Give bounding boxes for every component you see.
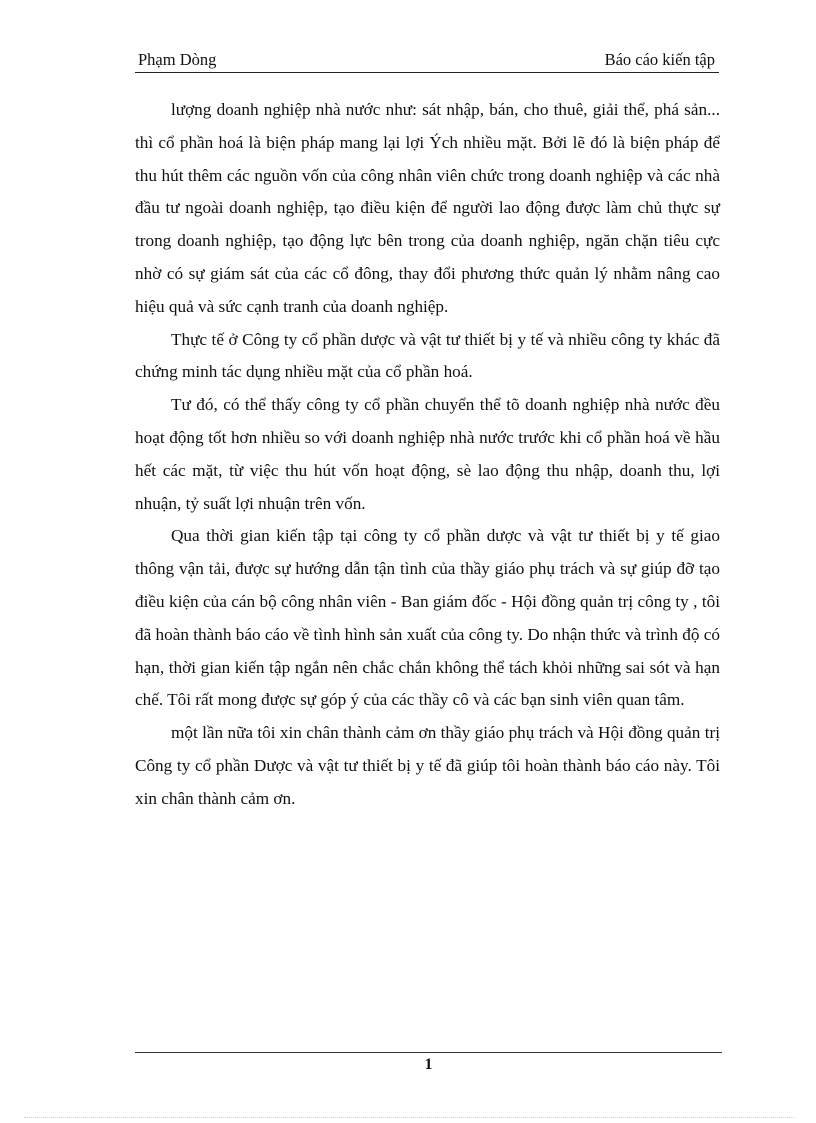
paragraph-2: Thực tế ở Công ty cổ phần dược và vật tư thiết bị y tế và nhiều công ty khác đã chứng minh tác dụng nhiều mặt của cổ phần hoá. xyxy=(135,329,720,382)
paragraph-1: lượng doanh nghiệp nhà nước như: sát nhập, bán, cho thuê, giải thể, phá sản... thì cổ phần hoá là biện pháp mang lại lợi Ých nhiều mặt. Bởi lẽ đó là biện pháp để thu hút thêm các nguồn vốn của công nhân viên chức trong doanh nghiệp và các nhà đầu tư ngoài doanh nghiệp, tạo điều kiện để người lao động được làm chủ thực sự trong doanh nghiệp, tạo động lực bên trong của doanh nghiệp, ngăn chặn tiêu cực nhờ có sự giám sát của các cổ đông, thay đổi phương thức quản lý nhằm nâng cao hiệu quả và sức cạnh tranh của doanh nghiệp. xyxy=(135,100,720,316)
page-edge-dotted-line xyxy=(24,1117,794,1118)
footer-rule xyxy=(135,1052,722,1053)
paragraph-5: một lần nữa tôi xin chân thành cảm ơn thầy giáo phụ trách và Hội đồng quản trị Công ty cổ phần Dược và vật tư thiết bị y tế đã giúp tôi hoàn thành báo cáo này. Tôi xin chân thành cảm ơn. xyxy=(135,723,720,808)
document-body xyxy=(135,94,720,816)
header-author: Phạm Dòng xyxy=(138,50,217,69)
paragraph-3: Tư đó, có thể thấy công ty cổ phần chuyển thể tõ doanh nghiệp nhà nước đều hoạt động tốt hơn nhiều so với doanh nghiệp nhà nước trước khi cổ phần hoá về hầu hết các mặt, từ việc thu hút vốn hoạt động, sè lao động thu nhập, doanh thu, lợi nhuận, tỷ suất lợi nhuận trên vốn. xyxy=(135,395,720,513)
header-report-title: Báo cáo kiến tập xyxy=(604,50,715,69)
page-number: 1 xyxy=(424,1056,433,1073)
header-rule xyxy=(135,72,719,73)
paragraph-4: Qua thời gian kiến tập tại công ty cổ phần dược và vật tư thiết bị y tế giao thông vận tải, được sự hướng dẫn tận tình của thầy giáo phụ trách và sự giúp đỡ tạo điều kiện của cán bộ công nhân viên - Ban giám đốc - Hội đồng quản trị công ty , tôi đã hoàn thành báo cáo về tình hình sản xuất của công ty. Do nhận thức và trình độ có hạn, thời gian kiến tập ngắn nên chắc chắn không thể tách khỏi những sai sót và hạn chế. Tôi rất mong được sự góp ý của các thầy cô và các bạn sinh viên quan tâm. xyxy=(135,526,720,710)
page-header xyxy=(135,50,717,70)
